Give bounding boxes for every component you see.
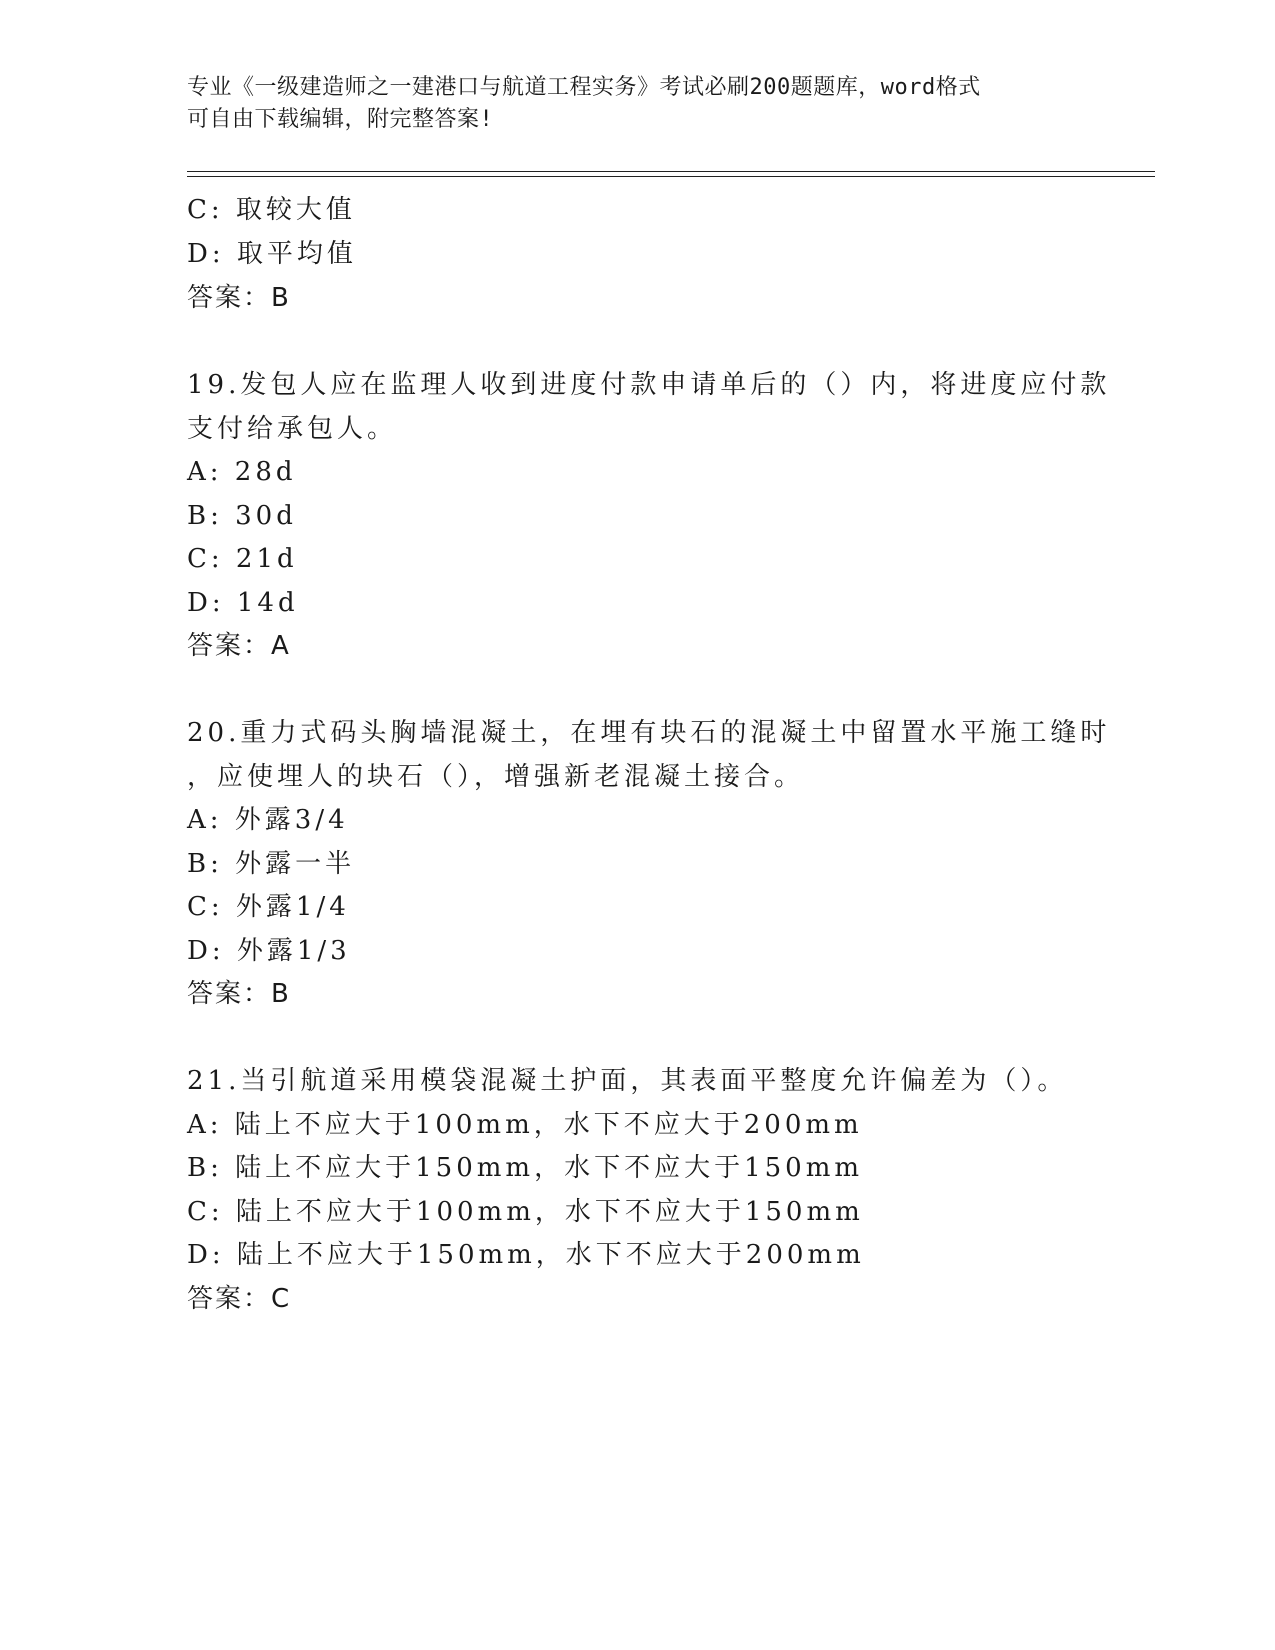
q18-answer: 答案：B (187, 283, 291, 313)
q19-option-b: B: 30d (187, 501, 297, 531)
q20-option-c: C: 外露1/4 (187, 892, 350, 922)
header-line-2: 可自由下载编辑，附完整答案! (187, 107, 494, 132)
q21-option-c: C: 陆上不应大于100mm，水下不应大于150mm (187, 1197, 864, 1227)
q21-option-d: D: 陆上不应大于150mm，水下不应大于200mm (187, 1240, 865, 1270)
q19-option-a: A: 28d (187, 457, 297, 487)
q20-option-d: D: 外露1/3 (187, 936, 351, 966)
q19-option-c: C: 21d (187, 544, 298, 574)
q21-option-a: A: 陆上不应大于100mm，水下不应大于200mm (187, 1110, 863, 1140)
q18-option-d: D: 取平均值 (187, 239, 357, 269)
q20-option-a: A: 外露3/4 (187, 805, 349, 835)
document-header (187, 72, 1087, 136)
header-divider-bottom (187, 176, 1155, 177)
q19-stem-line-1: 19.发包人应在监理人收到进度付款申请单后的（）内，将进度应付款 (187, 370, 1111, 400)
q19-stem-line-2: 支付给承包人。 (187, 414, 398, 444)
q20-option-b: B: 外露一半 (187, 849, 356, 879)
q20-answer: 答案：B (187, 979, 291, 1009)
header-divider-top (187, 171, 1155, 172)
q21-option-b: B: 陆上不应大于150mm，水下不应大于150mm (187, 1153, 864, 1183)
header-line-1: 专业《一级建造师之一建港口与航道工程实务》考试必刷200题题库，word格式 (187, 75, 981, 100)
q19-answer: 答案：A (187, 631, 291, 661)
q20-stem-line-1: 20.重力式码头胸墙混凝土，在埋有块石的混凝土中留置水平施工缝时 (187, 718, 1111, 748)
q18-option-c: C: 取较大值 (187, 195, 356, 225)
q19-option-d: D: 14d (187, 588, 299, 618)
q20-stem-line-2: ，应使埋人的块石（），增强新老混凝土接合。 (187, 762, 805, 792)
q21-answer: 答案：C (187, 1284, 292, 1314)
q21-stem-line-1: 21.当引航道采用模袋混凝土护面，其表面平整度允许偏差为（）。 (187, 1066, 1068, 1096)
